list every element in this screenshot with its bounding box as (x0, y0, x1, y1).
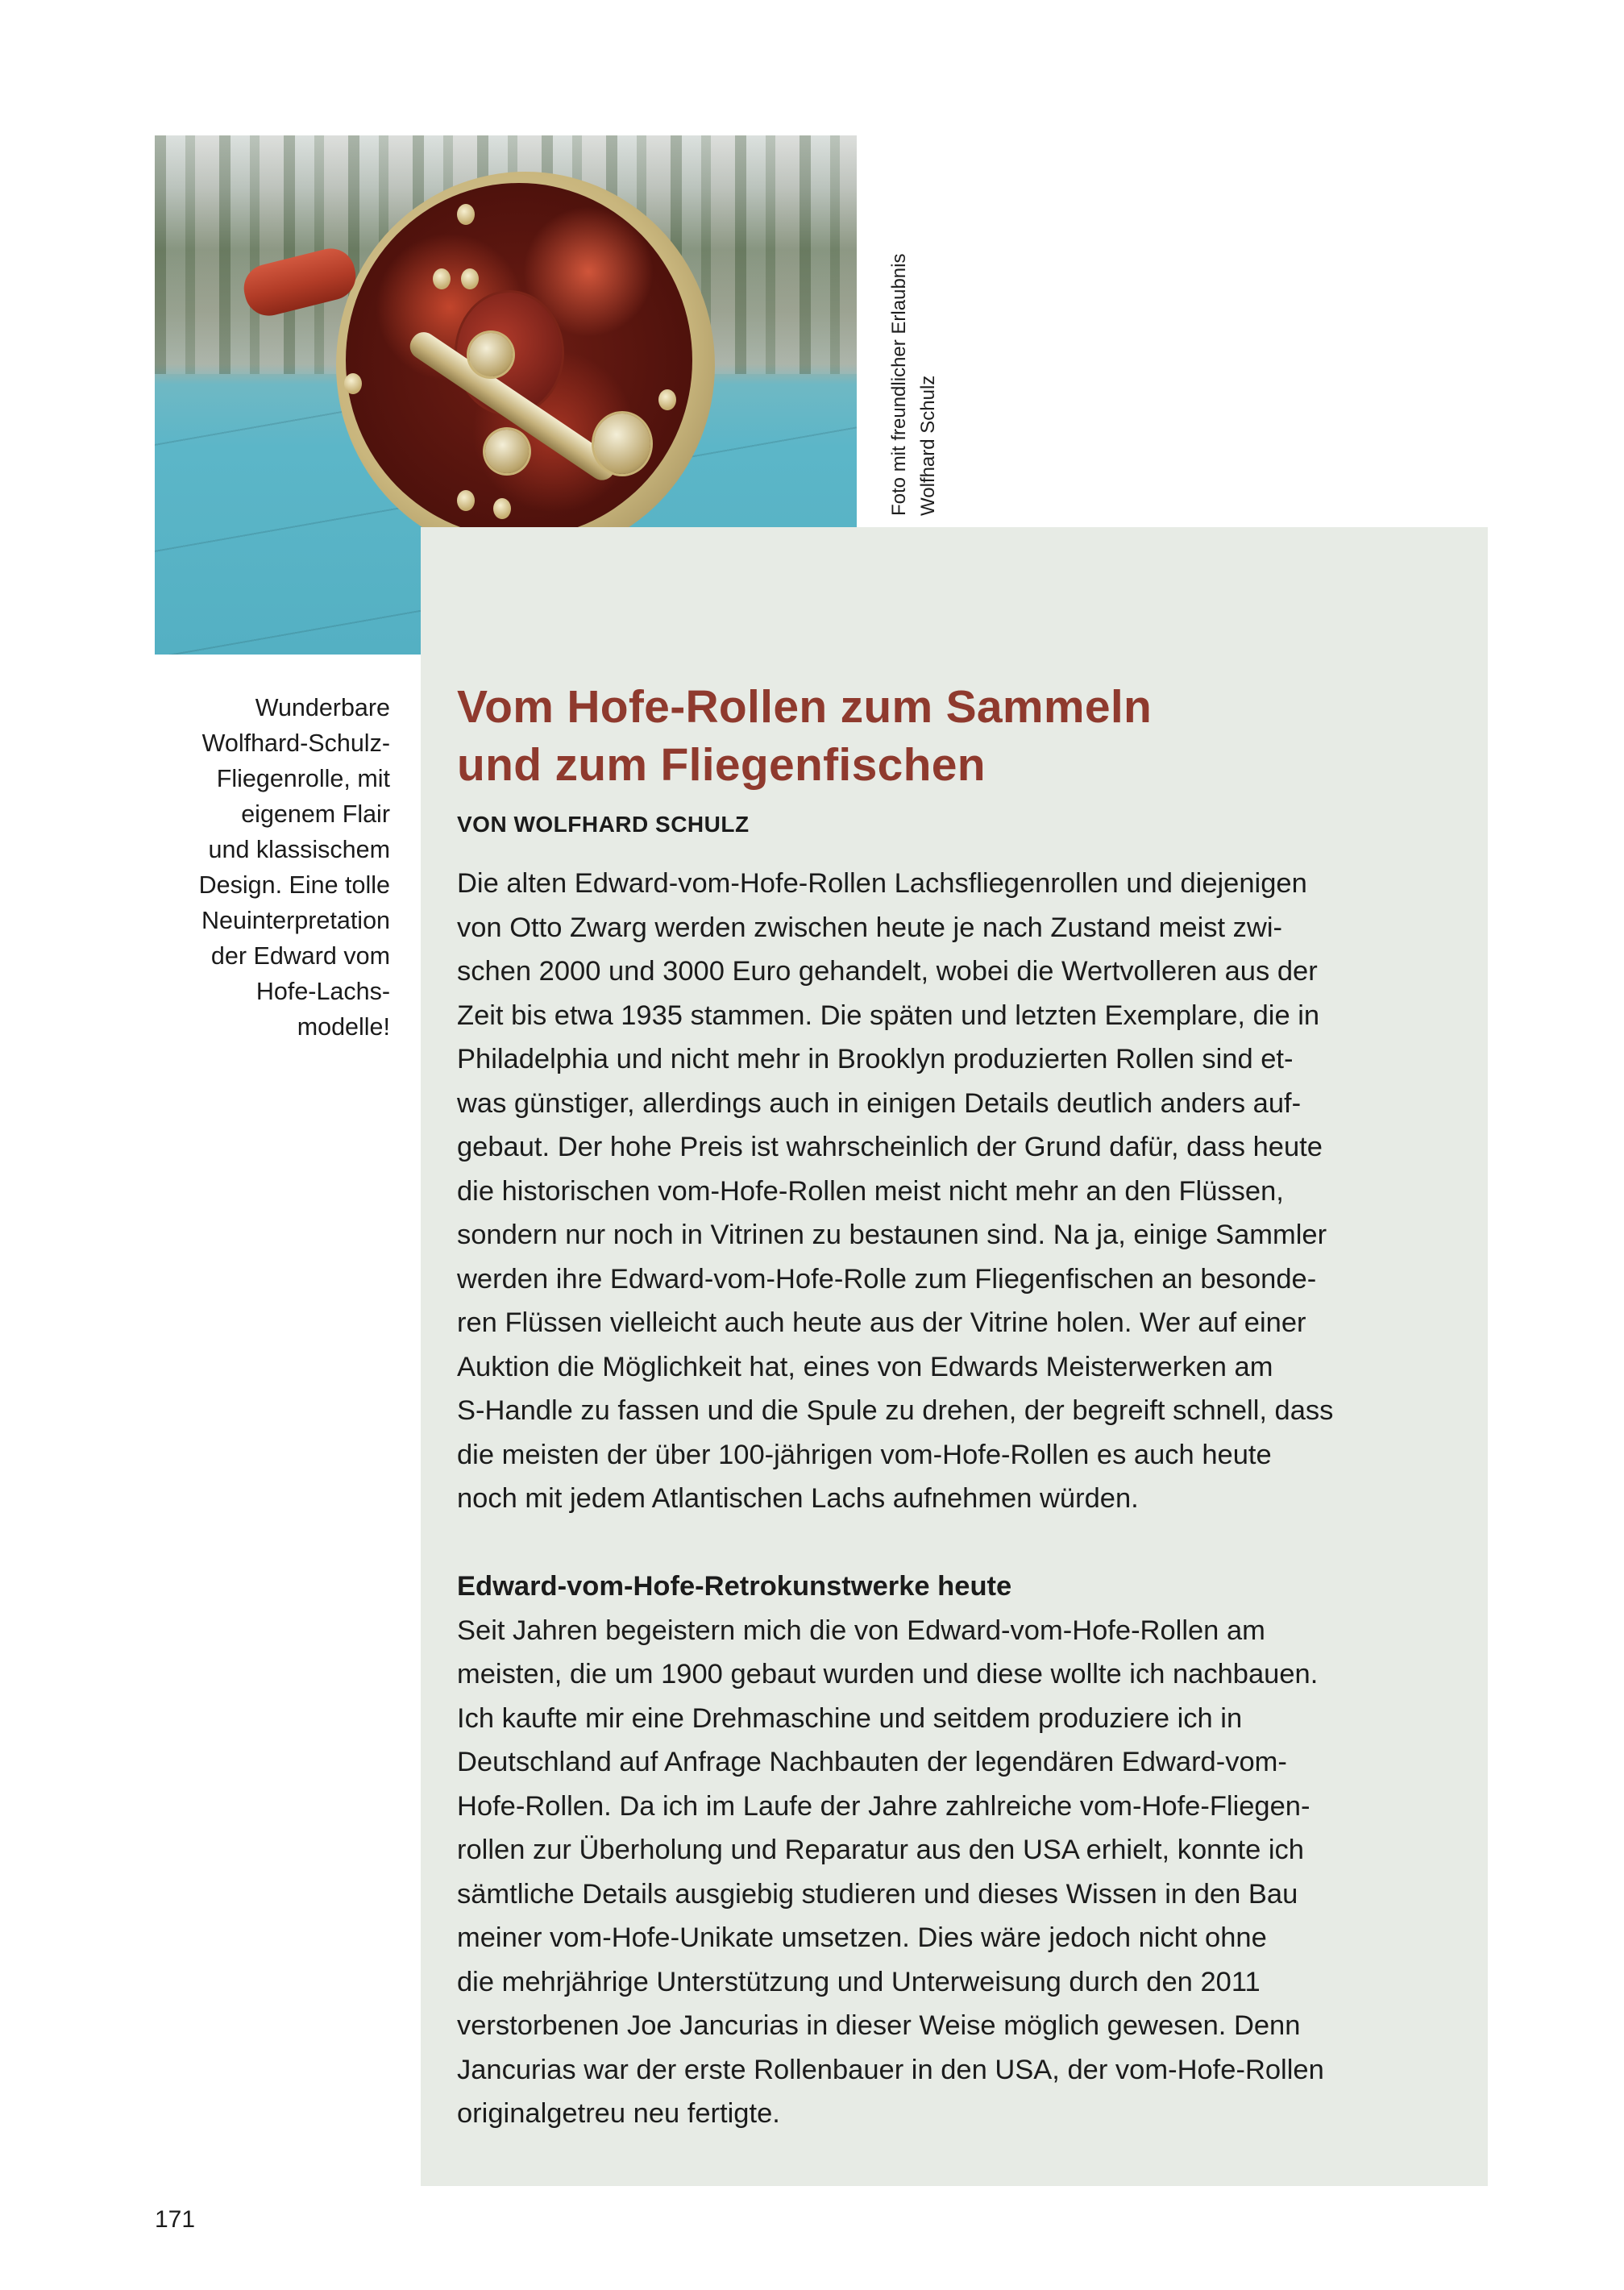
article-title (457, 678, 1464, 794)
text-line: gebaut. Der hohe Preis ist wahrscheinlich der Grund dafür, dass heute (457, 1132, 1323, 1162)
screw (433, 268, 451, 289)
text-line: meiner vom-Hofe-Unikate umsetzen. Dies wäre jedoch nicht ohne (457, 1922, 1267, 1953)
text-line: sämtliche Details ausgiebig studieren und dieses Wissen in den Bau (457, 1878, 1298, 1910)
text-line: S-Handle zu fassen und die Spule zu drehen, der begreift schnell, dass (457, 1395, 1334, 1426)
text-line: Deutschland auf Anfrage Nachbauten der legendären Edward-vom- (457, 1747, 1287, 1777)
text-line: Die alten Edward-vom-Hofe-Rollen Lachsfliegenrollen und diejenigen (457, 868, 1307, 899)
caption-line: und klassischem (208, 836, 390, 863)
text-line: Philadelphia und nicht mehr in Brooklyn produzierten Rollen sind et- (457, 1044, 1294, 1074)
caption-line: Wolfhard-Schulz- (201, 729, 390, 757)
photo-credit (885, 161, 941, 516)
text-line: Zeit bis etwa 1935 stammen. Die späten und letzten Exemplare, die in (457, 1000, 1320, 1031)
text-line: die mehrjährige Unterstützung und Unterweisung durch den 2011 (457, 1966, 1261, 1997)
center-nut (469, 333, 513, 376)
text-line: Ich kaufte mir eine Drehmaschine und seitdem produziere ich in (457, 1702, 1243, 1734)
text-line: die historischen vom-Hofe-Rollen meist nicht mehr an den Flüssen, (457, 1175, 1284, 1207)
section-subheading: Edward-vom-Hofe-Retrokunstwerke heute (457, 1571, 1012, 1602)
paragraph-gap (457, 1521, 1464, 1565)
screw (658, 389, 676, 410)
text-line: die meisten der über 100-jährigen vom-Hofe-Rollen es auch heute (457, 1439, 1272, 1470)
text-line: verstorbenen Joe Jancurias in dieser Weise möglich gewesen. Denn (457, 2010, 1301, 2041)
screw (457, 490, 475, 511)
text-line: schen 2000 und 3000 Euro gehandelt, wobei die Wertvolleren aus der (457, 956, 1318, 987)
screw (344, 373, 362, 394)
text-line: rollen zur Überholung und Reparatur aus den USA erhielt, konnte ich (457, 1835, 1304, 1865)
caption-line: Neuinterpretation (201, 907, 390, 934)
screw (461, 268, 479, 289)
caption-line: eigenem Flair (241, 800, 390, 828)
text-line: was günstiger, allerdings auch in einigen Details deutlich anders auf- (457, 1087, 1302, 1119)
paragraph-2 (457, 1609, 1464, 2136)
text-line: sondern nur noch in Vitrinen zu bestaunen sind. Na ja, einige Sammler (457, 1220, 1327, 1250)
text-line: Jancurias war der erste Rollenbauer in den USA, der vom-Hofe-Rollen (457, 2054, 1324, 2085)
page-number: 171 (155, 2206, 196, 2233)
text-line: Auktion die Möglichkeit hat, eines von Edwards Meisterwerken am (457, 1351, 1273, 1382)
fly-reel-illustration (336, 172, 715, 559)
text-line: von Otto Zwarg werden zwischen heute je nach Zustand meist zwi- (457, 912, 1282, 943)
paragraph-1 (457, 862, 1464, 1521)
photo-credit-line: Foto mit freundlicher Erlaubnis (888, 253, 910, 516)
text-line: originalgetreu neu fertigte. (457, 2098, 780, 2129)
article-content (457, 678, 1464, 2136)
screw (493, 498, 511, 519)
title-line: und zum Fliegenfischen (457, 739, 986, 791)
article-body (457, 862, 1464, 2136)
text-line: Seit Jahren begeistern mich die von Edward-vom-Hofe-Rollen am (457, 1615, 1265, 1646)
caption-line: Wunderbare (255, 694, 390, 721)
text-line: ren Flüssen vielleicht auch heute aus der Vitrine holen. Wer auf einer (457, 1307, 1306, 1338)
text-line: meisten, die um 1900 gebaut wurden und diese wollte ich nachbauen. (457, 1659, 1319, 1689)
text-line: noch mit jedem Atlantischen Lachs aufnehmen würden. (457, 1483, 1139, 1514)
crank-end-cap (594, 414, 650, 474)
photo-credit-line: Wolfhard Schulz (917, 375, 939, 516)
article-box (421, 527, 1488, 2186)
drag-knob (485, 430, 529, 473)
caption-line: der Edward vom (210, 942, 390, 970)
title-line: Vom Hofe-Rollen zum Sammeln (457, 681, 1153, 733)
caption-line: Fliegenrolle, mit (216, 765, 390, 792)
byline: VON WOLFHARD SCHULZ (457, 812, 750, 837)
text-line: werden ihre Edward-vom-Hofe-Rolle zum Fliegenfischen an besonde- (457, 1263, 1317, 1295)
screw (457, 204, 475, 225)
caption-line: modelle! (297, 1013, 390, 1041)
caption-line: Hofe-Lachs- (255, 978, 390, 1005)
caption-line: Design. Eine tolle (198, 871, 390, 899)
text-line: Hofe-Rollen. Da ich im Laufe der Jahre zahlreiche vom-Hofe-Fliegen- (457, 1790, 1310, 1822)
photo-caption (121, 690, 390, 1045)
